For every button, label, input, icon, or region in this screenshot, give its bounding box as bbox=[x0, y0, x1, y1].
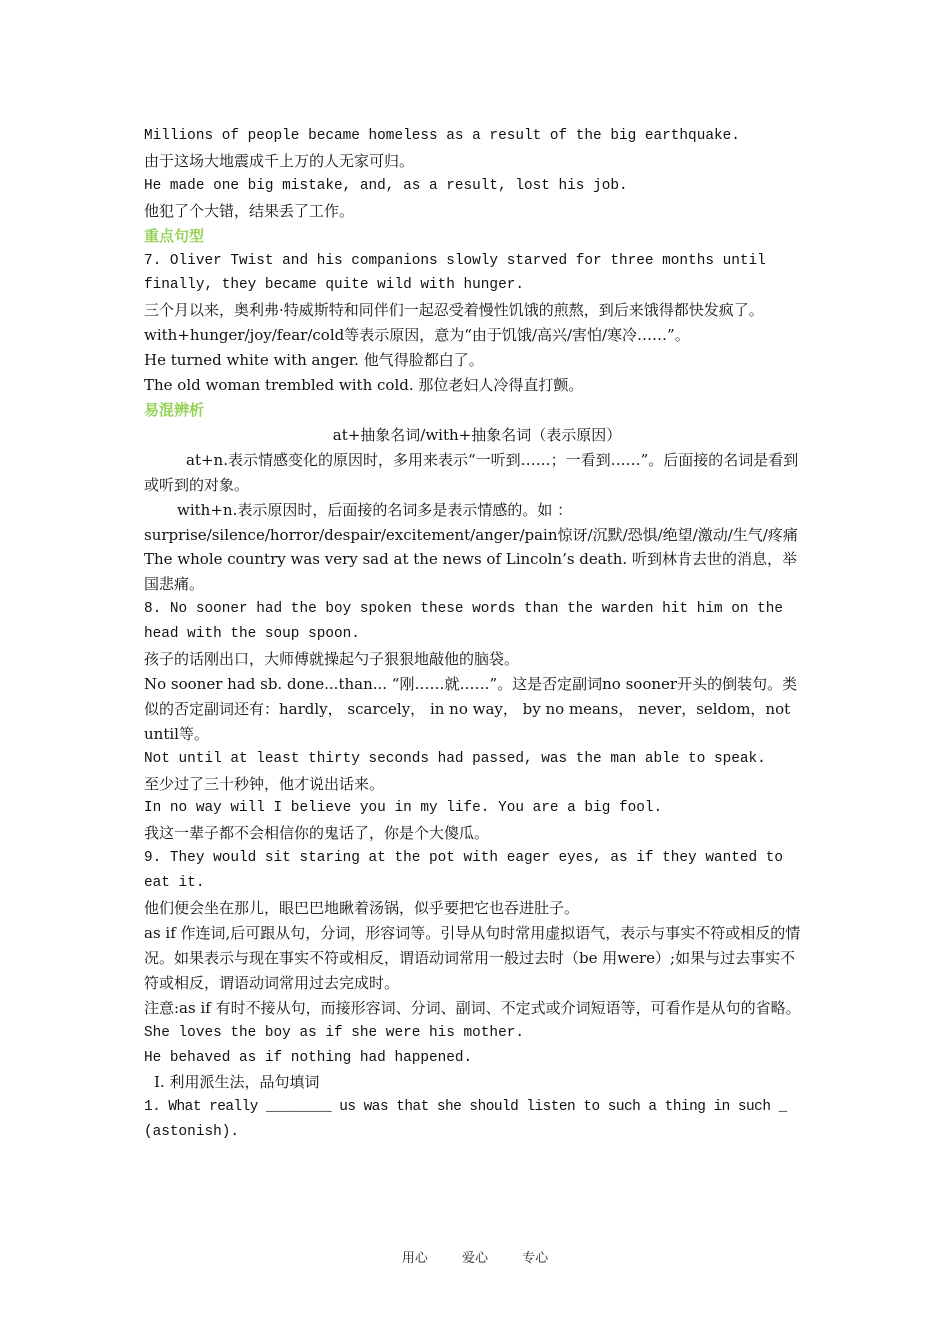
item-8-example-1: Not until at least thirty seconds had passed, was the man able to speak. bbox=[144, 750, 766, 767]
item-9-example-1: She loves the boy as if she were his mother. bbox=[144, 1024, 524, 1041]
example-translation: 他犯了个大错，结果丢了工作。 bbox=[144, 201, 355, 220]
item-7-sentence: 7. Oliver Twist and his companions slowly starved for three months until finally, they became quite wild with hunger. bbox=[144, 252, 766, 294]
item-8-translation: 孩子的话刚出口，大师傅就操起勺子狠狠地敲他的脑袋。 bbox=[144, 650, 520, 669]
item-8-example-1-translation: 至少过了三十秒钟，他才说出话来。 bbox=[144, 774, 385, 793]
footer-word: 专心 bbox=[522, 1251, 549, 1266]
section-title-confusion: 易混辨析 bbox=[144, 400, 205, 419]
document-body bbox=[144, 124, 810, 1145]
item-7-note: with+hunger/joy/fear/cold等表示原因，意为“由于饥饿/高兴/害怕/寒冷……”。 bbox=[144, 326, 690, 345]
confusion-heading: at+抽象名词/with+抽象名词（表示原因） bbox=[332, 425, 622, 444]
confusion-with-explanation: with+n.表示原因时，后面接的名词多是表示情感的。如 ：surprise/silence/horror/despair/excitement/anger/pain惊讶/沉默/恐惧/绝望/激动/生气/疼痛 bbox=[144, 500, 798, 544]
confusion-at-explanation: at+n.表示情感变化的原因时，多用来表示“一听到……；一看到……”。后面接的名词是看到或听到的对象。 bbox=[144, 450, 799, 494]
section-title-key-sentences: 重点句型 bbox=[144, 226, 205, 245]
item-9-note: as if 作连词,后可跟从句，分词，形容词等。引导从句时常用虚拟语气，表示与事实不符或相反的情况。如果表示与现在事实不符或相反，谓语动词常用一般过去时（be 用were）;如果与过去事实不符或相反，谓语动词常用过去完成时。 bbox=[144, 924, 801, 992]
item-8-sentence: 8. No sooner had the boy spoken these words than the warden hit him on the head with the soup spoon. bbox=[144, 601, 784, 643]
exercise-question-1-hint: (astonish). bbox=[144, 1124, 239, 1141]
item-9-sentence: 9. They would sit staring at the pot with eager eyes, as if they wanted to eat it. bbox=[144, 850, 784, 892]
item-7-example-2: The old woman trembled with cold. 那位老妇人冷得直打颤。 bbox=[144, 376, 584, 395]
item-8-example-2: In no way will I believe you in my life. You are a big fool. bbox=[144, 800, 663, 817]
exercise-question-1: 1. What really ________ us was that she should listen to such a thing in such _ bbox=[144, 1099, 787, 1116]
example-sentence: Millions of people became homeless as a result of the big earthquake. bbox=[144, 128, 740, 144]
footer-word: 爱心 bbox=[461, 1251, 488, 1266]
item-8-note: No sooner had sb. done...than... “刚……就……”。这是否定副词no sooner开头的倒装句。类似的否定副词还有：hardly， scarcely， in no way， by no means， never，seldom，not until等。 bbox=[144, 674, 798, 743]
exercise-heading: Ⅰ. 利用派生法，品句填词 bbox=[154, 1073, 320, 1092]
footer-word: 用心 bbox=[401, 1251, 428, 1266]
item-7-translation: 三个月以来，奥利弗·特威斯特和同伴们一起忍受着慢性饥饿的煎熬，到后来饿得都快发疯了。 bbox=[144, 301, 764, 320]
example-sentence: He made one big mistake, and, as a result, lost his job. bbox=[144, 177, 628, 194]
item-8-example-2-translation: 我这一辈子都不会相信你的鬼话了，你是个大傻瓜。 bbox=[144, 824, 490, 843]
item-9-example-2: He behaved as if nothing had happened. bbox=[144, 1049, 473, 1066]
confusion-example: The whole country was very sad at the news of Lincoln’s death. 听到林肯去世的消息，举国悲痛。 bbox=[144, 550, 797, 594]
page-footer bbox=[0, 1247, 950, 1266]
item-9-attention: 注意:as if 有时不接从句，而接形容词、分词、副词、不定式或介词短语等，可看作是从句的省略。 bbox=[144, 998, 801, 1017]
item-7-example-1: He turned white with anger. 他气得脸都白了。 bbox=[144, 351, 484, 370]
item-9-translation: 他们便会坐在那儿，眼巴巴地瞅着汤锅，似乎要把它也吞进肚子。 bbox=[144, 899, 580, 918]
example-translation: 由于这场大地震成千上万的人无家可归。 bbox=[144, 151, 415, 170]
